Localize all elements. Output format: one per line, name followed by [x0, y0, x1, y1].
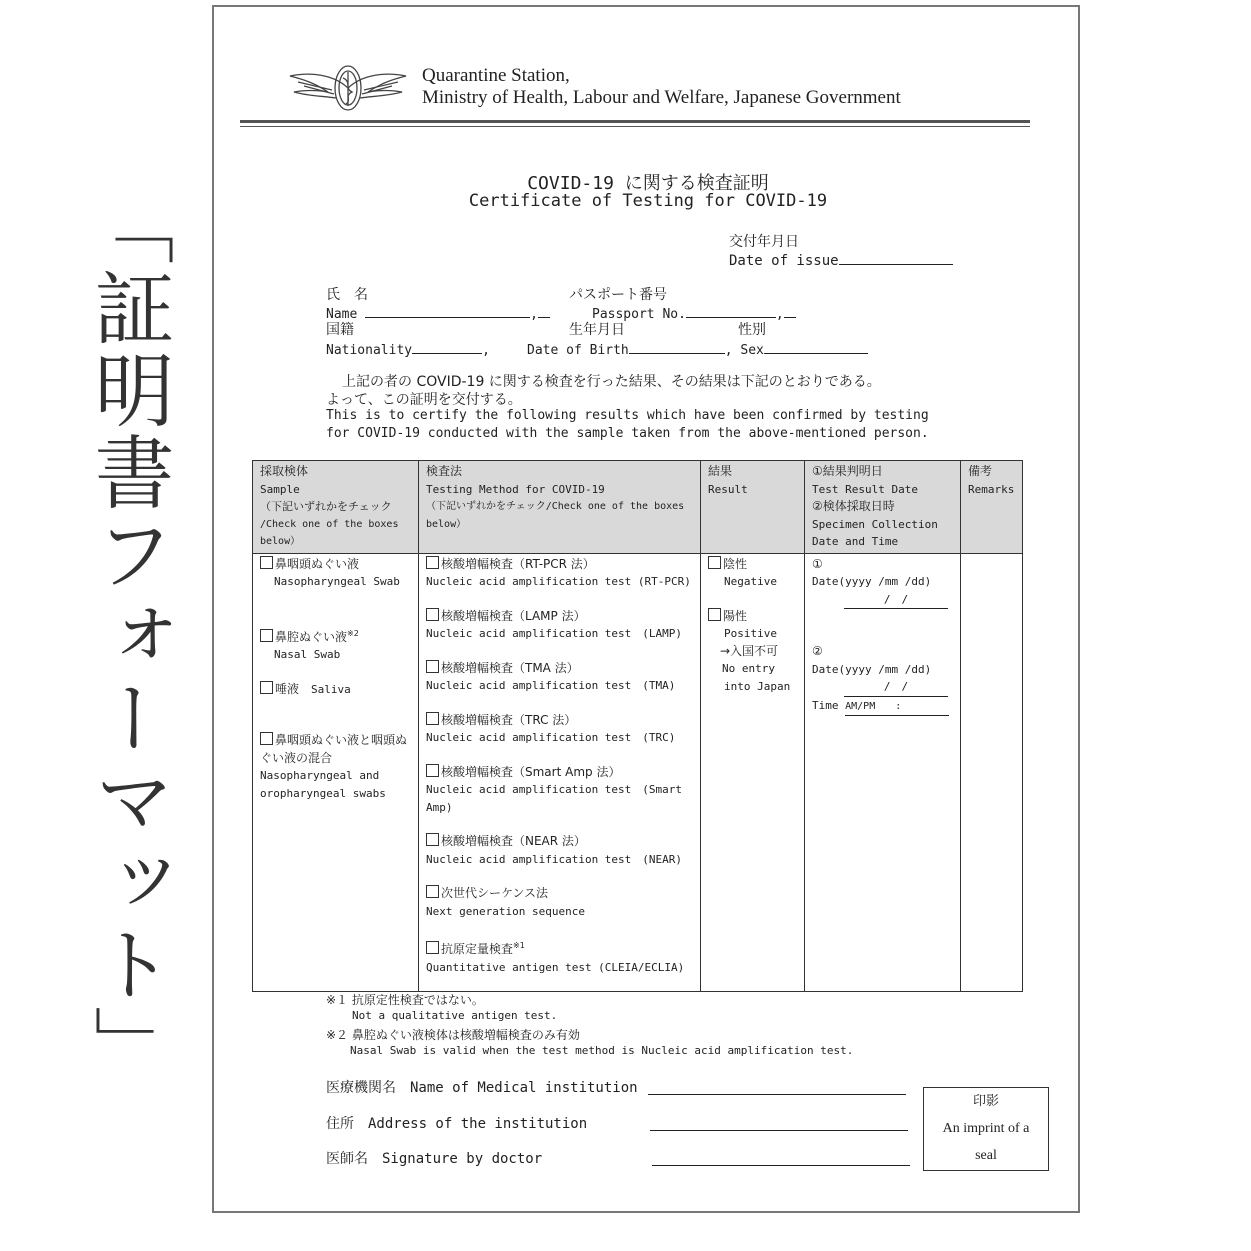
certificate-document: [212, 5, 1080, 1213]
collection-time-field[interactable]: AM/PM :: [845, 698, 949, 717]
passport-field-tail: [784, 303, 796, 318]
org-line-2: Ministry of Health, Labour and Welfare, Japanese Government: [422, 87, 901, 108]
header-remarks: [961, 461, 1023, 554]
nationality-label-jp: 国籍: [326, 322, 354, 338]
method-option[interactable]: [426, 712, 693, 730]
title-japanese: COVID-19 に関する検査証明: [527, 173, 769, 194]
sample-label-en: Nasopharyngeal and oropharyngeal swabs: [260, 769, 386, 800]
header-method: [419, 461, 701, 554]
dob-row: [527, 339, 868, 358]
footnote-2-en: Nasal Swab is valid when the test method is Nucleic acid amplification test.: [350, 1044, 854, 1057]
header-sample: [253, 461, 419, 554]
spacer: [260, 664, 411, 681]
method-label-en: Nucleic acid amplification test (Smart Amp): [426, 783, 683, 814]
result-positive-checkbox[interactable]: [708, 608, 721, 621]
spacer: [426, 695, 693, 712]
header-method-note: （下記いずれかをチェック/Check one of the boxes below）: [426, 501, 685, 530]
passport-field[interactable]: [686, 303, 776, 318]
footnote-marker: ※2: [347, 628, 359, 638]
sample-option[interactable]: [260, 556, 411, 574]
passport-comma: ,: [775, 307, 784, 322]
passport-label-jp: パスポート番号: [569, 287, 667, 303]
no-entry-jp: →入国不可: [720, 643, 779, 658]
nationality-label-en: Nationality: [326, 343, 413, 358]
spacer: [426, 747, 693, 764]
dates-cell: [805, 553, 961, 991]
collection-time-row: [812, 697, 953, 717]
sample-saliva-checkbox[interactable]: [260, 681, 273, 694]
method-rtpcr-checkbox[interactable]: [426, 556, 439, 569]
spacer: [426, 868, 693, 885]
name-field[interactable]: [365, 303, 530, 318]
header-dates: [805, 461, 961, 554]
header-result-jp: 結果: [708, 464, 733, 478]
method-label-en: Nucleic acid amplification test (NEAR): [426, 852, 683, 866]
method-option[interactable]: [426, 885, 693, 903]
sample-option[interactable]: [260, 625, 411, 647]
header-result-en: Result: [708, 482, 748, 496]
nationality-field[interactable]: [412, 339, 482, 354]
spacer: [708, 591, 797, 608]
seal-label-jp: 印影: [972, 1094, 999, 1109]
spacer: [260, 591, 411, 625]
method-option[interactable]: [426, 764, 693, 782]
format-label: 「証明書フォーマット」: [81, 185, 174, 1087]
result-option[interactable]: [708, 556, 797, 574]
table-header-row: [253, 461, 1023, 554]
method-label-en: Nucleic acid amplification test (TRC): [426, 731, 676, 744]
dob-field[interactable]: [629, 339, 725, 354]
method-option[interactable]: [426, 608, 693, 626]
footnote-2-jp: ※２ 鼻腔ぬぐい液検体は核酸増幅検査のみ有効: [326, 1028, 580, 1042]
method-near-checkbox[interactable]: [426, 833, 439, 846]
method-label-jp: 抗原定量検査: [441, 942, 514, 956]
date-mark-1: ①: [812, 556, 823, 571]
footnote-1-jp: ※１ 抗原定性検査ではない。: [326, 993, 484, 1007]
doctor-signature-field[interactable]: [652, 1165, 910, 1166]
result-positive-jp: 陽性: [723, 608, 748, 623]
method-tma-checkbox[interactable]: [426, 660, 439, 673]
collection-date-format: Date(yyyy /mm /dd): [812, 662, 932, 676]
institution-name-en: Name of Medical institution: [410, 1080, 638, 1096]
sample-option[interactable]: [260, 681, 411, 699]
header-date2-jp: ②検体採取日時: [812, 499, 895, 513]
table-body-row: [253, 553, 1023, 991]
sample-label-jp: 鼻咽頭ぬぐい液: [275, 556, 360, 571]
header-result: [701, 461, 805, 554]
result-date-format: Date(yyyy /mm /dd): [812, 575, 932, 588]
issue-date-field[interactable]: [839, 250, 953, 265]
name-comma: ,: [530, 307, 538, 322]
method-label-jp: 核酸増幅検査（TMA 法）: [441, 660, 579, 675]
remarks-cell[interactable]: [961, 553, 1023, 991]
result-negative-checkbox[interactable]: [708, 556, 721, 569]
sample-label-en: Saliva: [311, 682, 351, 696]
method-option[interactable]: [426, 660, 693, 678]
doctor-signature-jp: 医師名: [326, 1151, 368, 1167]
header-rule-thin: [240, 126, 1030, 127]
issuing-organization: [422, 65, 901, 109]
method-label-jp: 核酸増幅検査（TRC 法）: [441, 712, 577, 727]
result-positive-en: Positive: [724, 627, 777, 640]
org-line-1: Quarantine Station,: [422, 65, 570, 86]
method-label-en: Nucleic acid amplification test (LAMP): [426, 627, 683, 640]
issue-date-label: [729, 250, 953, 269]
header-sample-note-jp: （下記いずれかをチェック: [260, 500, 392, 513]
institution-address-jp: 住所: [326, 1116, 354, 1132]
method-option[interactable]: [426, 833, 693, 851]
date-mark-2: ②: [812, 644, 823, 658]
test-results-table: [252, 460, 1023, 992]
sample-option[interactable]: [260, 732, 411, 767]
method-label-jp: 核酸増幅検査（LAMP 法）: [441, 608, 586, 623]
nationality-comma: ,: [482, 343, 490, 358]
method-label-jp: 核酸増幅検査（Smart Amp 法）: [441, 764, 621, 779]
header-method-jp: 検査法: [426, 464, 463, 478]
no-entry-en-2: into Japan: [724, 679, 791, 693]
result-cell: [701, 553, 805, 991]
header-remarks-jp: 備考: [968, 464, 993, 478]
method-label-en: Quantitative antigen test (CLEIA/ECLIA): [426, 960, 685, 974]
name-label-en: Name: [326, 307, 358, 322]
no-entry-en-1: No entry: [722, 662, 775, 675]
method-option[interactable]: [426, 937, 693, 959]
header-date2-en: Specimen Collection Date and Time: [812, 517, 938, 548]
issue-date-label-jp: 交付年月日: [729, 234, 799, 250]
sample-cell: [253, 553, 419, 991]
institution-name-label: [326, 1077, 638, 1097]
institution-address-label: [326, 1113, 587, 1133]
header-sample-en: Sample: [260, 482, 300, 496]
dob-label-en: Date of Birth: [527, 343, 629, 358]
header-rule: [240, 120, 1030, 123]
sample-label-jp: 唾液: [275, 681, 300, 696]
sex-label-en: Sex: [740, 343, 764, 358]
collection-date-field[interactable]: / /: [844, 678, 948, 697]
sample-label-jp: 鼻腔ぬぐい液: [275, 629, 348, 644]
dob-comma: ,: [724, 343, 733, 358]
method-label-jp: 核酸増幅検査（RT-PCR 法）: [441, 556, 595, 571]
spacer: [260, 698, 411, 732]
statement-en-1: This is to certify the following results which have been confirmed by testing: [326, 408, 929, 423]
header-date1-jp: ①結果判明日: [812, 464, 883, 478]
name-row: [326, 303, 550, 322]
sample-nasal-checkbox[interactable]: [260, 629, 273, 642]
nationality-row: [326, 339, 490, 358]
result-date-field[interactable]: / /: [844, 591, 948, 610]
spacer: [812, 609, 953, 643]
quarantine-emblem-icon: [288, 62, 408, 114]
header-method-en: Testing Method for COVID-19: [426, 482, 605, 496]
issue-date-label-en: Date of issue: [729, 253, 839, 269]
method-cell: [419, 553, 701, 991]
method-antigen-checkbox[interactable]: [426, 941, 439, 954]
result-negative-jp: 陰性: [723, 556, 748, 571]
passport-label-en: Passport No.: [592, 307, 686, 322]
spacer: [426, 816, 693, 833]
header-remarks-en: Remarks: [968, 482, 1015, 496]
sample-label-en: Nasopharyngeal Swab: [274, 575, 400, 588]
method-label-jp: 核酸増幅検査（NEAR 法）: [441, 834, 586, 848]
institution-address-field[interactable]: [650, 1130, 908, 1131]
time-label: Time: [812, 698, 839, 712]
title-english: Certificate of Testing for COVID-19: [468, 191, 828, 211]
method-smartamp-checkbox[interactable]: [426, 764, 439, 777]
sample-label-en: Nasal Swab: [274, 648, 341, 661]
result-negative-en: Negative: [724, 575, 777, 588]
spacer: [426, 643, 693, 660]
method-label-en: Nucleic acid amplification test (TMA): [426, 679, 676, 692]
sample-mixed-checkbox[interactable]: [260, 732, 273, 745]
sample-nasopharyngeal-checkbox[interactable]: [260, 556, 273, 569]
spacer: [426, 920, 693, 937]
doctor-signature-en: Signature by doctor: [382, 1151, 543, 1167]
name-label-jp: 氏 名: [326, 287, 368, 303]
sex-field[interactable]: [764, 339, 868, 354]
sample-label-jp: 鼻咽頭ぬぐい液と咽頭ぬぐい液の混合: [260, 733, 408, 765]
doctor-signature-label: [326, 1148, 542, 1168]
seal-label-en-2: seal: [975, 1148, 997, 1163]
method-lamp-checkbox[interactable]: [426, 608, 439, 621]
institution-address-en: Address of the institution: [368, 1116, 588, 1132]
method-option[interactable]: [426, 556, 693, 574]
dob-label-jp: 生年月日: [569, 322, 625, 338]
method-label-jp: 次世代シーケンス法: [441, 886, 549, 900]
footnote-1-en: Not a qualitative antigen test.: [352, 1009, 558, 1022]
institution-name-jp: 医療機関名: [326, 1080, 396, 1096]
seal-label-en-1: An imprint of a: [942, 1121, 1030, 1136]
statement-jp-2: よって、この証明を交付する。: [326, 392, 522, 408]
header-sample-note-en: /Check one of the boxes below）: [260, 518, 399, 547]
header-date1-en: Test Result Date: [812, 482, 918, 496]
statement-en-2: for COVID-19 conducted with the sample taken from the above-mentioned person.: [326, 426, 929, 441]
method-ngs-checkbox[interactable]: [426, 885, 439, 898]
institution-name-field[interactable]: [648, 1094, 906, 1095]
method-label-en: Next generation sequence: [426, 904, 585, 918]
method-label-en: Nucleic acid amplification test (RT-PCR): [426, 575, 691, 588]
sex-label-jp: 性別: [738, 322, 766, 338]
header-sample-jp: 採取検体: [260, 464, 309, 478]
method-trc-checkbox[interactable]: [426, 712, 439, 725]
spacer: [426, 591, 693, 608]
footnote-marker: ※1: [513, 941, 525, 950]
statement-jp-1: 上記の者の COVID-19 に関する検査を行った結果、その結果は下記のとおりである。: [342, 374, 881, 390]
seal-box[interactable]: [923, 1087, 1049, 1171]
name-field-tail: [538, 303, 550, 318]
result-option[interactable]: [708, 608, 797, 626]
